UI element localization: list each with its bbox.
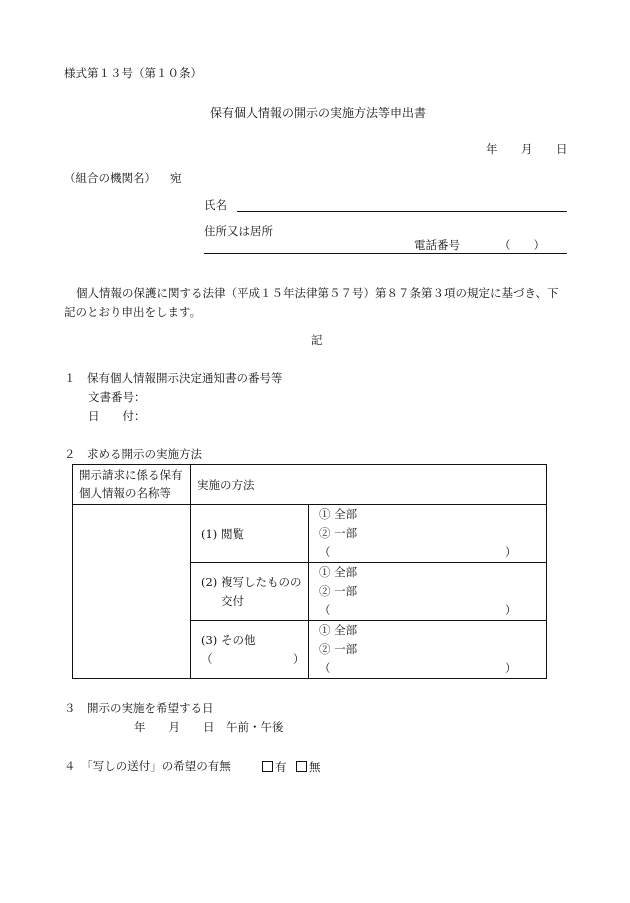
doc-number-label: 文書番号： [88, 390, 146, 404]
header-col2-text: 実施の方法 [197, 477, 255, 492]
part-detail[interactable] [319, 601, 546, 620]
body-line-1: 個人情報の保護に関する法律（平成１５年法律第５７号）第８７条第３項の規定に基づき、下 [76, 286, 559, 300]
option-part[interactable]: ② 一部 [319, 526, 358, 540]
header-col1-line2: 個人情報の名称等 [79, 486, 171, 500]
address-label: 住所又は居所 [204, 224, 273, 238]
address-underline [204, 253, 567, 254]
name-label: 氏名 [204, 198, 227, 212]
ki-marker: 記 [311, 333, 323, 347]
addressee-suffix: 宛 [170, 171, 182, 185]
paren-open: （ [319, 603, 331, 617]
method-label: (2) 複写したものの [201, 574, 302, 589]
paren-open: （ [319, 545, 331, 559]
section1-heading: １ 保有個人情報開示決定通知書の番号等 [64, 371, 283, 385]
option-part[interactable]: ② 一部 [319, 642, 358, 656]
checkbox-icon[interactable] [262, 761, 273, 772]
option-all[interactable]: ① 全部 [319, 507, 358, 521]
name-underline [237, 211, 567, 212]
method-label-cont: 交付 [221, 593, 244, 608]
phone-parens: （ ） [499, 238, 545, 252]
doc-date-label: 日 付： [88, 409, 146, 423]
part-detail[interactable] [319, 543, 546, 562]
desired-date[interactable]: 年 月 日 午前・午後 [134, 720, 284, 734]
option-all[interactable]: ① 全部 [319, 623, 358, 637]
addressee-org: （組合の機関名） [64, 171, 156, 185]
copy-yes-label: 有 [275, 760, 287, 774]
paren-close: ） [505, 661, 517, 675]
paren-close: ） [505, 603, 517, 617]
body-line-2: 記のとおり申出をします。 [64, 305, 202, 319]
paren-open: （ [319, 661, 331, 675]
option-all[interactable]: ① 全部 [319, 565, 358, 579]
method-cell [191, 621, 309, 679]
copy-no-option[interactable] [296, 761, 321, 774]
disclosure-method-table [72, 464, 547, 679]
date-month: 月 [521, 142, 533, 156]
form-title: 保有個人情報の開示の実施方法等申出書 [210, 106, 427, 120]
header-col1-line1: 開示請求に係る保有 [79, 468, 183, 482]
method-label: (1) 閲覧 [201, 526, 244, 541]
section3-heading: ３ 開示の実施を希望する日 [64, 701, 214, 715]
method-label: (3) その他 [201, 632, 256, 647]
section4-heading: ４ 「写しの送付」の希望の有無 [64, 759, 231, 773]
paren-close: ） [505, 545, 517, 559]
item-name-cell[interactable] [73, 505, 191, 679]
part-detail[interactable] [319, 659, 546, 678]
header-col2 [191, 465, 547, 505]
section2-heading: ２ 求める開示の実施方法 [64, 447, 202, 461]
other-detail[interactable]: （ ） [201, 651, 305, 666]
method-cell [191, 563, 309, 621]
method-cell [191, 505, 309, 563]
date-day: 日 [556, 142, 568, 156]
header-col1 [73, 465, 191, 505]
options-cell [309, 563, 547, 621]
options-cell [309, 505, 547, 563]
option-part[interactable]: ② 一部 [319, 584, 358, 598]
date-year: 年 [486, 142, 498, 156]
table-header-row [73, 465, 547, 505]
copy-no-label: 無 [309, 760, 321, 774]
phone-label: 電話番号 [414, 238, 460, 252]
form-number: 様式第１３号（第１０条） [64, 66, 202, 80]
checkbox-icon[interactable] [296, 761, 307, 772]
copy-yes-option[interactable] [262, 761, 287, 774]
table-row [73, 505, 547, 563]
options-cell [309, 621, 547, 679]
